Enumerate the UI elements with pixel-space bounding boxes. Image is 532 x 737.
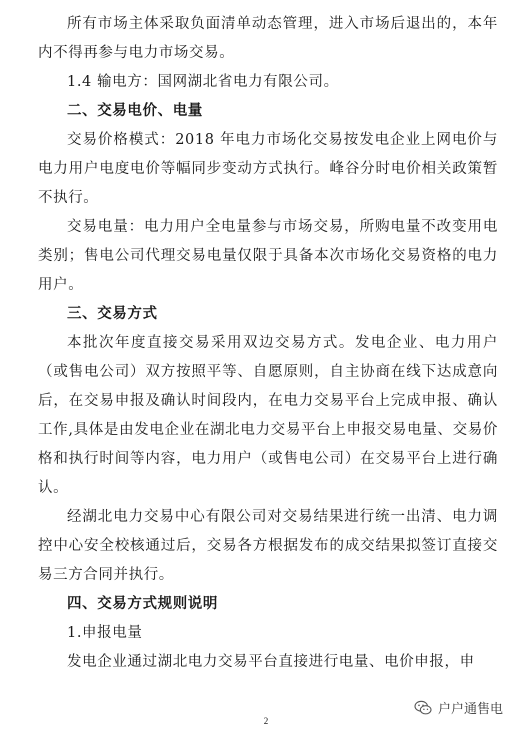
paragraph-market-exit: 所有市场主体采取负面清单动态管理，进入市场后退出的，本年内不得再参与电力市场交易。 [38, 16, 498, 61]
paragraph-bilateral: 本批次年度直接交易采用双边交易方式。发电企业、电力用户（或售电公司）双方按照平等、自愿原则，自主协商在线下达成意向后，在交易申报及确认时间段内，在电力交易平台上完成申报、确认工作,具体是由发电企业在湖北电力交易平台上申报交易电量、交易价格和执行时间等内容，电力用户（或售电公司）在交易平台上进行确认。 [38, 335, 498, 496]
wechat-icon [414, 700, 432, 716]
paragraph-declare: 发电企业通过湖北电力交易平台直接进行电量、电价申报，申 [67, 654, 475, 670]
page-number: 2 [263, 716, 269, 726]
watermark [414, 698, 503, 717]
paragraph-volume: 交易电量：电力用户全电量参与市场交易，所购电量不改变用电类别；售电公司代理交易电量仅限于具备本次市场化交易资格的电力用户。 [38, 219, 498, 293]
heading-trade-method: 三、交易方式 [67, 306, 158, 322]
paragraph-transmission: 1.4 输电方：国网湖北省电力有限公司。 [67, 74, 339, 90]
heading-price-volume: 二、交易电价、电量 [67, 103, 203, 119]
subheading-declare-volume: 1.申报电量 [67, 625, 143, 641]
paragraph-clearing: 经湖北电力交易中心有限公司对交易结果进行统一出清、电力调控中心安全校核通过后，交易各方根据发布的成交结果拟签订直接交易三方合同并执行。 [38, 509, 498, 583]
watermark-text: 户户通售电 [438, 702, 504, 717]
paragraph-price-mode: 交易价格模式：2018 年电力市场化交易按发电企业上网电价与电力用户电度电价等幅同步变动方式执行。峰谷分时电价相关政策暂不执行。 [38, 132, 498, 206]
heading-rules: 四、交易方式规则说明 [67, 596, 218, 612]
